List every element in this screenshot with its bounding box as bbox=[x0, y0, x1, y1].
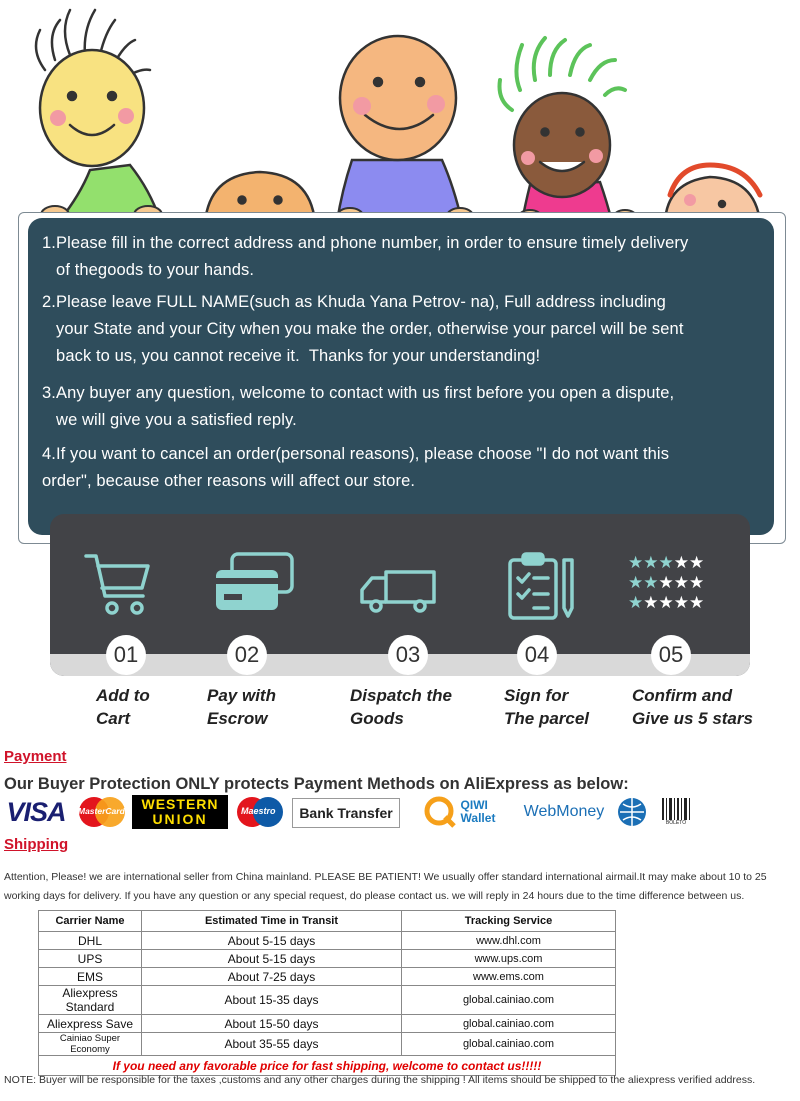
visa-logo-text: VISA bbox=[6, 796, 66, 827]
mastercard-logo bbox=[74, 795, 130, 829]
column-header: Tracking Service bbox=[402, 911, 616, 932]
transit-cell: About 15-50 days bbox=[142, 1015, 402, 1033]
payment-description: Our Buyer Protection ONLY protects Payment Methods on AliExpress as below: bbox=[4, 775, 629, 793]
webmoney-logo bbox=[518, 795, 610, 829]
step-number-5: 05 bbox=[651, 635, 691, 675]
notice-2: 2.Please leave FULL NAME(such as Khuda Yana Petrov- na), Full address including your State and your City when you make the order, otherwise your parcel will be sent back to us, you cannot receive it. Thanks for your understanding! bbox=[42, 293, 684, 365]
step-number-2: 02 bbox=[227, 635, 267, 675]
western-union-line-1: WESTERN bbox=[141, 796, 219, 812]
svg-text:★★★★★: ★★★★★ bbox=[628, 553, 705, 573]
tracking-cell: www.ems.com bbox=[402, 968, 616, 986]
carrier-cell: Aliexpress Save bbox=[39, 1015, 142, 1033]
shipping-attention: Attention, Please! we are international seller from China mainland. PLEASE BE PATIENT! We usually offer standard international airmail.It may make about 10 to 25 working days for delivery. If you have any question or any special request, do please contact us. we will reply in 24 hours due to the time difference between us. bbox=[4, 871, 767, 902]
notice-3: 3.Any buyer any question, welcome to contact with us first before you open a dispute, we will give you a satisfied reply. bbox=[42, 384, 675, 429]
kids-illustration bbox=[0, 0, 800, 232]
webmoney-text: WebMoney bbox=[523, 803, 605, 820]
step-number-1: 01 bbox=[106, 635, 146, 675]
svg-text:★★★★★: ★★★★★ bbox=[628, 593, 705, 613]
step-label-5: Confirm and Give us 5 stars bbox=[632, 686, 753, 728]
webmoney-globe-icon bbox=[614, 795, 650, 829]
step-label-3: Dispatch the Goods bbox=[350, 686, 453, 728]
shipping-title: Shipping bbox=[4, 836, 69, 853]
svg-text:★★★★★: ★★★★★ bbox=[628, 573, 705, 593]
stars-icon bbox=[628, 552, 720, 618]
visa-logo bbox=[4, 795, 68, 829]
qiwi-circle-icon bbox=[423, 795, 457, 829]
transit-cell: About 35-55 days bbox=[142, 1033, 402, 1056]
column-header: Estimated Time in Transit bbox=[142, 911, 402, 932]
step-label-1: Add to Cart bbox=[96, 686, 150, 728]
table-row bbox=[39, 968, 616, 986]
tracking-cell: global.cainiao.com bbox=[402, 1033, 616, 1056]
carrier-cell: DHL bbox=[39, 932, 142, 950]
truck-icon bbox=[358, 552, 440, 618]
table-row bbox=[39, 1033, 616, 1056]
notice-board bbox=[28, 218, 774, 535]
kid-center bbox=[337, 36, 462, 222]
table-row bbox=[39, 1015, 616, 1033]
table-note-row bbox=[39, 1056, 616, 1076]
transit-cell: About 5-15 days bbox=[142, 932, 402, 950]
order-steps-panel bbox=[50, 514, 750, 676]
qiwi-line-2: Wallet bbox=[460, 811, 496, 825]
tracking-cell: www.ups.com bbox=[402, 950, 616, 968]
bank-transfer-text: Bank Transfer bbox=[299, 805, 393, 821]
tracking-cell: global.cainiao.com bbox=[402, 986, 616, 1015]
carrier-cell: Cainiao Super Economy bbox=[39, 1033, 142, 1056]
transit-cell: About 5-15 days bbox=[142, 950, 402, 968]
table-note: If you need any favorable price for fast shipping, welcome to contact us!!!!! bbox=[39, 1056, 616, 1076]
column-header: Carrier Name bbox=[39, 911, 142, 932]
barcode-icon bbox=[661, 798, 691, 820]
bank-transfer-logo bbox=[292, 798, 400, 828]
table-header-row bbox=[39, 911, 616, 932]
maestro-logo-text: Maestro bbox=[241, 806, 276, 816]
western-union-line-2: UNION bbox=[152, 811, 208, 827]
carrier-cell: EMS bbox=[39, 968, 142, 986]
table-row bbox=[39, 932, 616, 950]
payment-logos bbox=[4, 795, 704, 831]
tracking-cell: global.cainiao.com bbox=[402, 1015, 616, 1033]
step-number-4: 04 bbox=[517, 635, 557, 675]
table-row bbox=[39, 986, 616, 1015]
notice-4: 4.If you want to cancel an order(personal reasons), please choose "I do not want this order", because other reasons will affect our store. bbox=[42, 445, 670, 490]
mastercard-logo-text: MasterCard bbox=[78, 806, 125, 816]
maestro-logo bbox=[232, 795, 288, 829]
cart-icon bbox=[82, 552, 152, 618]
kid-left bbox=[36, 10, 160, 220]
shipping-bottom-note: NOTE: Buyer will be responsible for the taxes ,customs and any other charges during the shipping ! All items should be shipped to the aliexpress verified address. bbox=[4, 1074, 756, 1086]
transit-cell: About 7-25 days bbox=[142, 968, 402, 986]
payment-title: Payment bbox=[4, 748, 67, 765]
globe-icon bbox=[616, 796, 648, 828]
notice-1: 1.Please fill in the correct address and phone number, in order to ensure timely delivery of thegoods to your hands. bbox=[42, 234, 689, 279]
tracking-cell: www.dhl.com bbox=[402, 932, 616, 950]
shipping-table bbox=[38, 910, 616, 1076]
kid-green-hair bbox=[500, 38, 626, 222]
boleto-text: BOLETO bbox=[665, 820, 687, 826]
qiwi-logo bbox=[404, 795, 514, 829]
carrier-cell: UPS bbox=[39, 950, 142, 968]
boleto-logo bbox=[658, 795, 694, 829]
step-number-3: 03 bbox=[388, 635, 428, 675]
credit-card-icon bbox=[212, 552, 296, 618]
qiwi-line-1: QIWI bbox=[460, 798, 488, 812]
carrier-cell: Aliexpress Standard bbox=[39, 986, 142, 1015]
western-union-logo bbox=[132, 795, 228, 829]
table-row bbox=[39, 950, 616, 968]
clipboard-icon bbox=[506, 552, 578, 622]
transit-cell: About 15-35 days bbox=[142, 986, 402, 1015]
step-label-2: Pay with Escrow bbox=[207, 686, 276, 728]
step-label-4: Sign for The parcel bbox=[504, 686, 590, 728]
